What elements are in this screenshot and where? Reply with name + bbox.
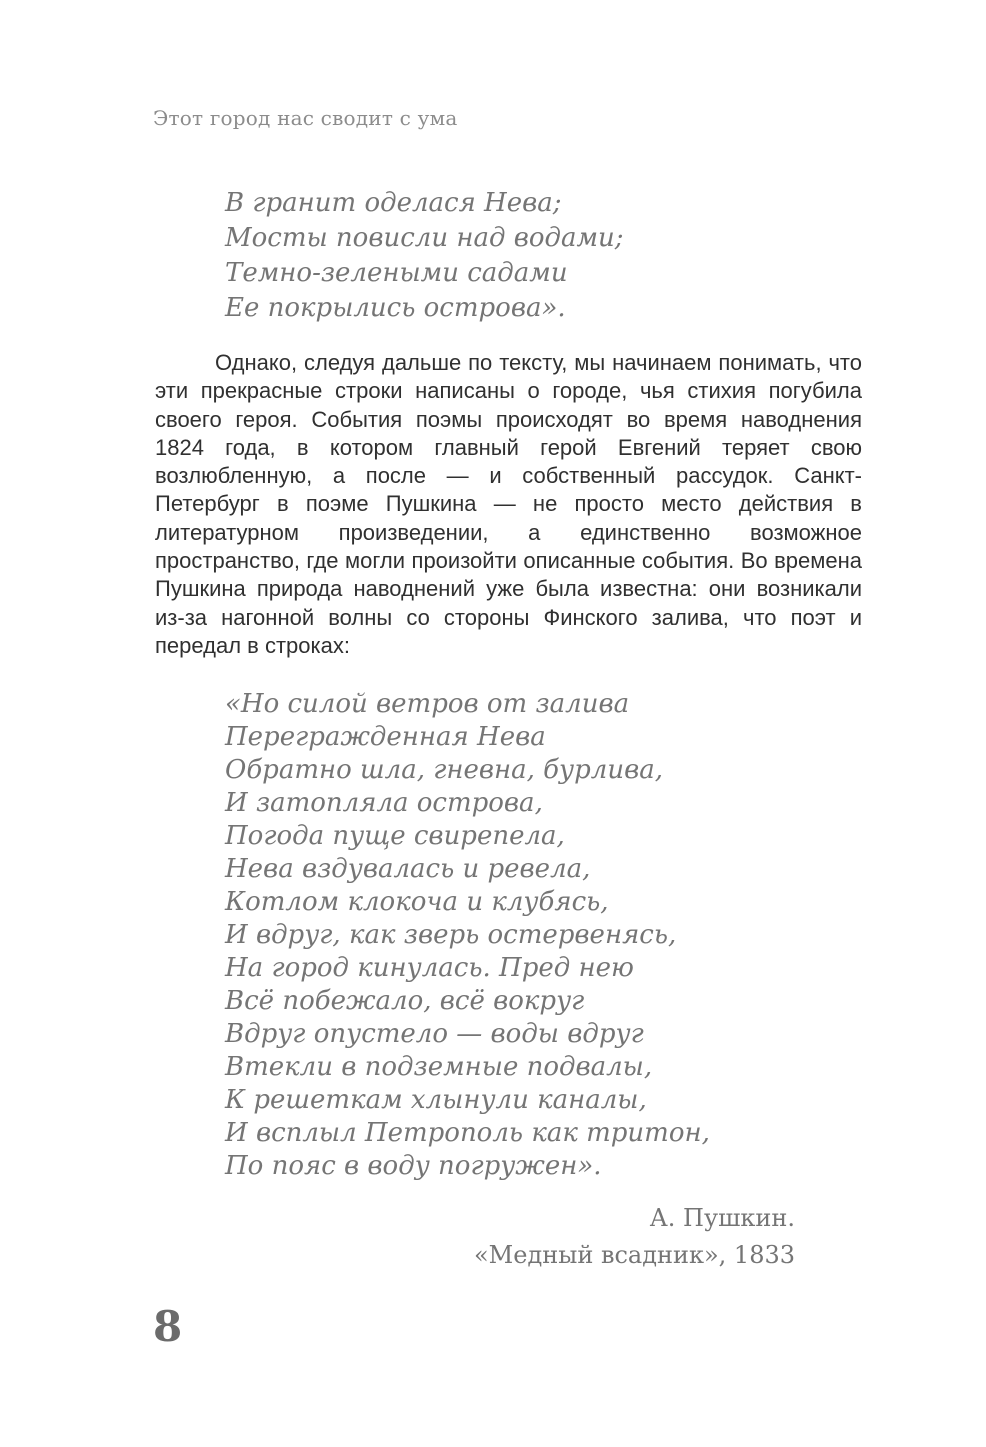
poem-2-line: Нева вздувалась и ревела, [225,854,591,884]
poem-excerpt-2 [225,688,710,1183]
attribution-author: А. Пушкин. [649,1204,795,1232]
poem-2-line: «Но силой ветров от залива [225,689,630,719]
poem-2-line: Обратно шла, гневна, бурлива, [225,755,663,785]
attribution [474,1200,795,1274]
poem-2-line: Втекли в подземные подвалы, [225,1052,653,1082]
poem-2-line: Всё побежало, всё вокруг [225,986,585,1016]
attribution-work: «Медный всадник», 1833 [473,1241,795,1269]
body-paragraph: Однако, следуя дальше по тексту, мы начинаем понимать, что эти прекрасные строки написаны о городе, чья стихия погубила своего героя. События поэмы происходят во время наводнения 1824 года, в котором главный герой Евгений теряет свою возлюбленную, а после — и собственный рассудок. Санкт-Петербург в поэме Пушкина — не просто место действия в литературном произведении, а единственно возможное пространство, где могли произойти описанные события. Во времена Пушкина природа наводнений уже была известна: они возникали из-за нагонной волны со стороны Финского залива, что поэт и передал в строках: [155,350,862,658]
poem-2-line: На город кинулась. Пред нею [225,953,634,983]
poem-1-line: Темно-зелеными садами [225,258,568,288]
poem-excerpt-1 [225,186,624,326]
page-number: 8 [153,1302,183,1351]
poem-2-line: К решеткам хлынули каналы, [225,1085,647,1115]
poem-2-line: Котлом клокоча и клубясь, [225,887,609,917]
poem-2-line: Перегражденная Нева [225,722,546,752]
poem-2-line: По пояс в воду погружен». [225,1151,602,1181]
poem-1-line: Ее покрылись острова». [225,293,566,323]
poem-2-line: И всплыл Петрополь как тритон, [225,1118,710,1148]
running-head: Этот город нас сводит с ума [153,106,458,130]
poem-2-line: И затопляла острова, [225,788,543,818]
poem-1-line: Мосты повисли над водами; [225,223,624,253]
poem-2-line: Погода пуще свирепела, [225,821,565,851]
poem-2-line: Вдруг опустело — воды вдруг [225,1019,644,1049]
poem-1-line: В гранит оделася Нева; [225,188,562,218]
poem-2-line: И вдруг, как зверь остервенясь, [225,920,677,950]
